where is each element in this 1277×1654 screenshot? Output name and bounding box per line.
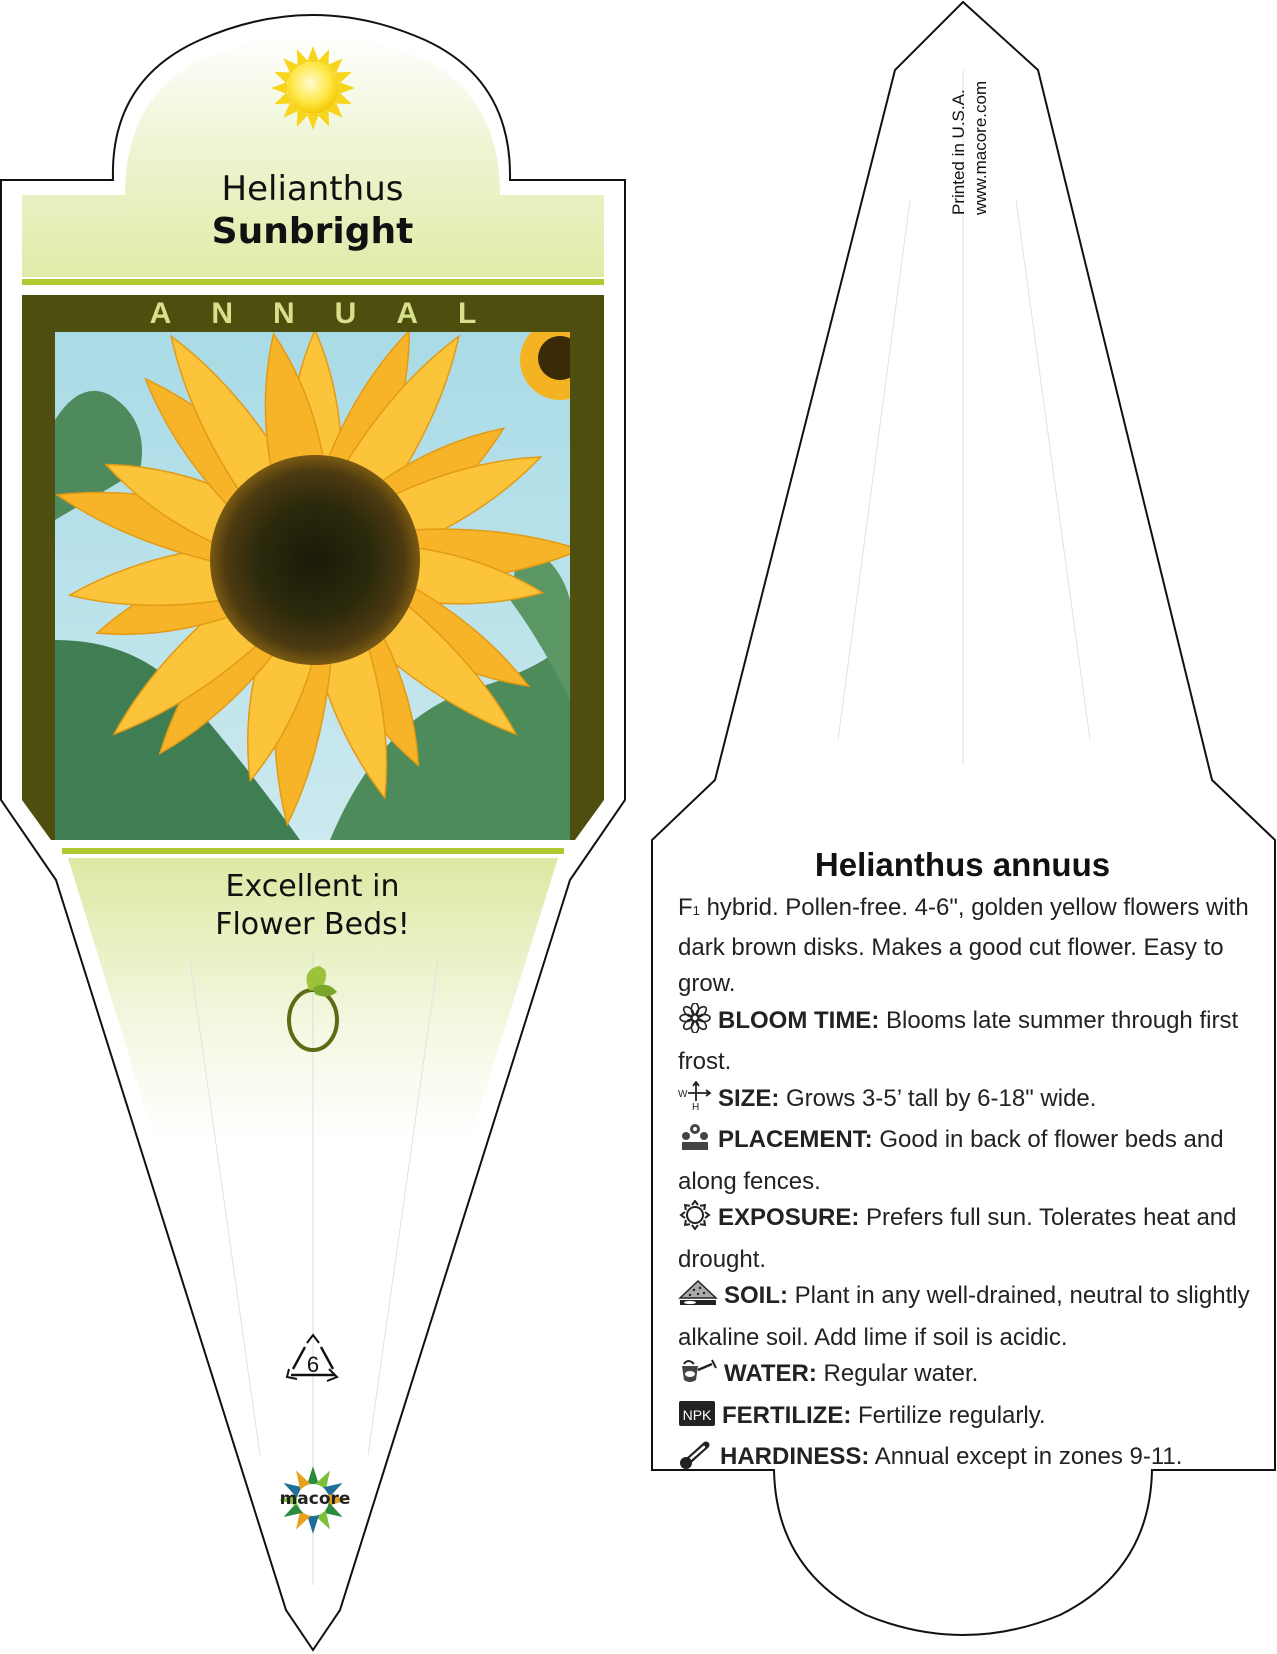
website-text: www.macore.com bbox=[971, 80, 990, 215]
printed-in-text: Printed in U.S.A. bbox=[949, 89, 968, 215]
plant-type-label: ANNUAL bbox=[149, 297, 517, 330]
flower-icon bbox=[678, 1003, 712, 1045]
care-item-soil bbox=[678, 1278, 1260, 1356]
care-item-label: FERTILIZE: bbox=[722, 1401, 852, 1429]
care-list bbox=[678, 1003, 1260, 1481]
placement-plants-icon bbox=[678, 1122, 712, 1164]
care-item-label: BLOOM TIME: bbox=[718, 1006, 880, 1034]
care-item-label: HARDINESS: bbox=[720, 1443, 870, 1470]
brand-name: macore bbox=[279, 1489, 351, 1509]
care-info bbox=[678, 890, 1260, 1481]
care-item-text: Prefers full sun. Tolerates heat and drought. bbox=[678, 1204, 1237, 1273]
plant-genus: Helianthus bbox=[221, 169, 404, 209]
front-header-rule bbox=[22, 279, 604, 285]
watering-can-icon bbox=[678, 1356, 718, 1398]
care-item-fertilize bbox=[678, 1398, 1260, 1440]
recycle-number: 6 bbox=[306, 1352, 320, 1377]
care-item-hardiness bbox=[678, 1439, 1260, 1481]
size-arrows-icon bbox=[678, 1081, 712, 1123]
sun-outline-icon bbox=[678, 1200, 712, 1242]
botanical-name: Helianthus annuus bbox=[814, 846, 1111, 883]
care-item-water bbox=[678, 1356, 1260, 1398]
care-item-exposure bbox=[678, 1200, 1260, 1278]
care-item-label: SIZE: bbox=[718, 1084, 780, 1112]
svg-text:W: W bbox=[678, 1088, 688, 1100]
care-item-text: Grows 3-5’ tall by 6-18" wide. bbox=[779, 1084, 1097, 1112]
front-tagline: Excellent in Flower Beds! bbox=[215, 869, 410, 942]
printed-credit bbox=[948, 81, 992, 215]
care-item-size bbox=[678, 1081, 1260, 1123]
care-item-label: EXPOSURE: bbox=[718, 1204, 860, 1231]
care-item-text: Good in back of flower beds and along fences. bbox=[678, 1126, 1224, 1195]
care-item-label: SOIL: bbox=[724, 1282, 788, 1309]
care-item-text: Annual except in zones 9-11. bbox=[869, 1443, 1183, 1470]
npk-icon bbox=[678, 1398, 716, 1440]
care-item-text: Fertilize regularly. bbox=[851, 1401, 1046, 1429]
care-item-text: Regular water. bbox=[816, 1360, 979, 1387]
care-item-label: WATER: bbox=[724, 1360, 817, 1387]
plant-cultivar: Sunbright bbox=[211, 211, 414, 252]
care-item-bloom-time bbox=[678, 1003, 1260, 1081]
sunflower-photo bbox=[51, 320, 600, 840]
care-item-label: PLACEMENT: bbox=[718, 1126, 873, 1153]
svg-text:NPK: NPK bbox=[682, 1406, 712, 1423]
front-lower-rule bbox=[62, 848, 564, 854]
care-item-text: Blooms late summer through first frost. bbox=[678, 1006, 1239, 1075]
care-item-placement bbox=[678, 1122, 1260, 1200]
care-item-text: Plant in any well-drained, neutral to slightly alkaline soil. Add lime if soil is acidic. bbox=[678, 1282, 1250, 1351]
svg-text:H: H bbox=[692, 1101, 700, 1111]
thermometer-icon bbox=[678, 1439, 714, 1481]
soil-icon bbox=[678, 1278, 718, 1320]
intro-paragraph: F1 hybrid. Pollen-free. 4-6", golden yellow flowers with dark brown disks. Makes a good cut flower. Easy to grow. bbox=[678, 894, 1249, 997]
sun-icon bbox=[271, 46, 355, 130]
